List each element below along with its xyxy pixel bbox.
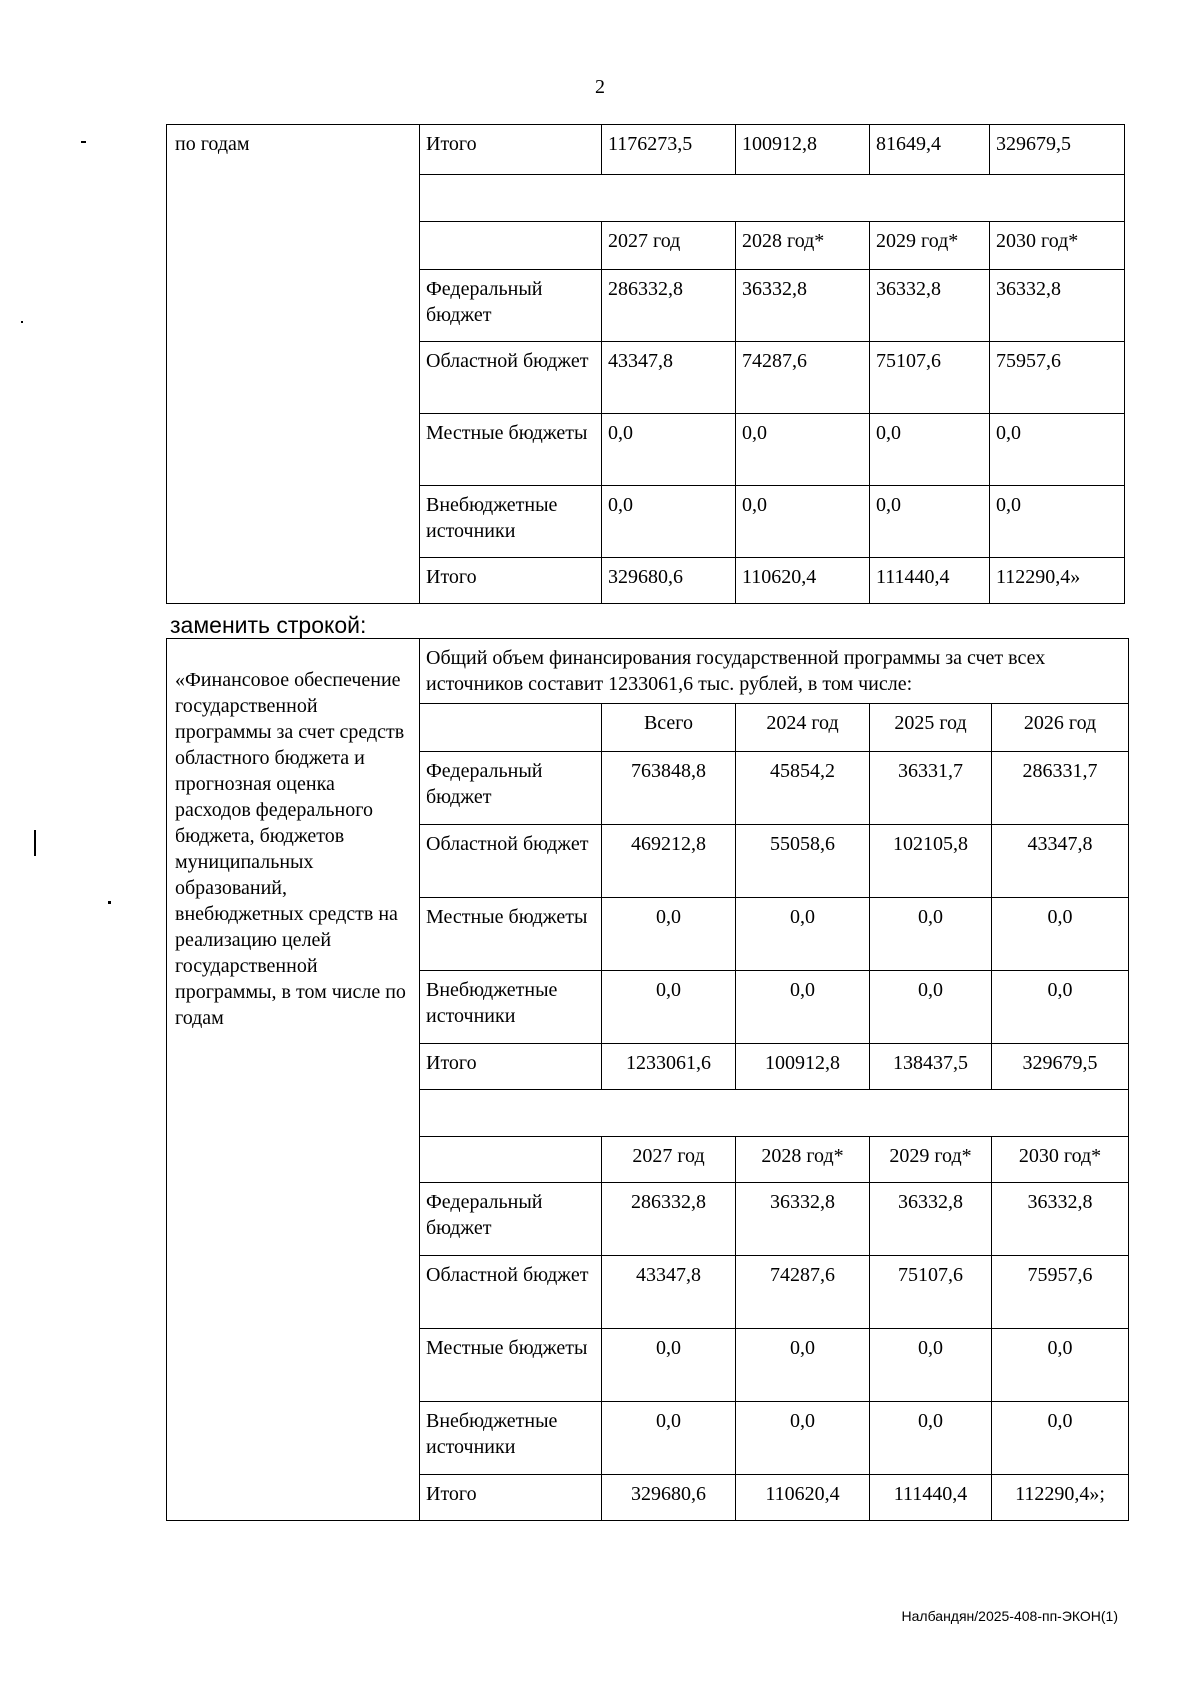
replace-instruction: заменить строкой: xyxy=(170,612,367,638)
cell-value: 329680,6 xyxy=(602,558,736,604)
col-header: 2025 год xyxy=(870,704,992,752)
row-label: Федеральный бюджет xyxy=(420,270,602,342)
cell-value: 329679,5 xyxy=(992,1044,1129,1090)
cell-value: 0,0 xyxy=(602,971,736,1044)
col-header: 2028 год* xyxy=(736,1137,870,1183)
row-label: Областной бюджет xyxy=(420,825,602,898)
cell-value: 0,0 xyxy=(736,414,870,486)
cell-value: 75107,6 xyxy=(870,342,990,414)
cell-value: 0,0 xyxy=(736,971,870,1044)
scan-speck xyxy=(21,321,23,323)
spacer-row xyxy=(420,1090,1129,1137)
cell-value: 0,0 xyxy=(992,898,1129,971)
cell-value: 0,0 xyxy=(736,898,870,971)
cell-value: 36332,8 xyxy=(992,1183,1129,1256)
top-itogo-value: 100912,8 xyxy=(736,125,870,175)
spacer-row xyxy=(420,175,1125,222)
cell-value: 75957,6 xyxy=(992,1256,1129,1329)
cell-value: 0,0 xyxy=(602,1329,736,1402)
cell-value: 0,0 xyxy=(870,898,992,971)
cell-value: 0,0 xyxy=(736,1329,870,1402)
cell-value: 329680,6 xyxy=(602,1475,736,1521)
row-label: Местные бюджеты xyxy=(420,898,602,971)
year-header: 2028 год* xyxy=(736,222,870,270)
cell-value: 36332,8 xyxy=(990,270,1125,342)
top-left-cell: по годам xyxy=(167,125,420,604)
cell-value: 286332,8 xyxy=(602,270,736,342)
cell-value: 36331,7 xyxy=(870,752,992,825)
total-financing-intro: Общий объем финансирования государственной программы за счет всех источников составит 1233061,6 тыс. рублей, в том числе: xyxy=(420,639,1129,704)
bottom-funding-table xyxy=(166,638,1129,1521)
cell-value: 0,0 xyxy=(602,1402,736,1475)
top-itogo-label: Итого xyxy=(420,125,602,175)
header-blank xyxy=(420,1137,602,1183)
scan-speck xyxy=(108,901,111,904)
cell-value: 0,0 xyxy=(992,971,1129,1044)
cell-value: 74287,6 xyxy=(736,342,870,414)
cell-value: 43347,8 xyxy=(602,1256,736,1329)
cell-value: 112290,4»; xyxy=(992,1475,1129,1521)
cell-value: 0,0 xyxy=(602,898,736,971)
year-header: 2027 год xyxy=(602,222,736,270)
cell-value: 36332,8 xyxy=(736,270,870,342)
cell-value: 36332,8 xyxy=(870,270,990,342)
cell-value: 45854,2 xyxy=(736,752,870,825)
cell-value: 0,0 xyxy=(736,1402,870,1475)
cell-value: 0,0 xyxy=(870,1402,992,1475)
cell-value: 286331,7 xyxy=(992,752,1129,825)
cell-value: 111440,4 xyxy=(870,558,990,604)
row-label: Федеральный бюджет xyxy=(420,752,602,825)
top-itogo-value: 329679,5 xyxy=(990,125,1125,175)
cell-value: 0,0 xyxy=(990,486,1125,558)
cell-value: 763848,8 xyxy=(602,752,736,825)
row-label: Внебюджетные источники xyxy=(420,971,602,1044)
cell-value: 36332,8 xyxy=(736,1183,870,1256)
cell-value: 0,0 xyxy=(870,486,990,558)
cell-value: 36332,8 xyxy=(870,1183,992,1256)
top-itogo-value: 1176273,5 xyxy=(602,125,736,175)
scan-speck xyxy=(81,141,86,143)
cell-value: 0,0 xyxy=(602,486,736,558)
document-footer-code: Налбандян/2025-408-пп-ЭКОН(1) xyxy=(901,1608,1118,1624)
cell-value: 110620,4 xyxy=(736,1475,870,1521)
cell-value: 102105,8 xyxy=(870,825,992,898)
col-header: 2027 год xyxy=(602,1137,736,1183)
cell-value: 0,0 xyxy=(992,1329,1129,1402)
scan-speck xyxy=(34,830,36,856)
cell-value: 138437,5 xyxy=(870,1044,992,1090)
cell-value: 74287,6 xyxy=(736,1256,870,1329)
header-blank xyxy=(420,704,602,752)
row-label: Местные бюджеты xyxy=(420,414,602,486)
cell-value: 0,0 xyxy=(736,486,870,558)
cell-value: 110620,4 xyxy=(736,558,870,604)
year-header: 2030 год* xyxy=(990,222,1125,270)
cell-value: 0,0 xyxy=(992,1402,1129,1475)
cell-value: 0,0 xyxy=(602,414,736,486)
cell-value: 0,0 xyxy=(990,414,1125,486)
row-label: Областной бюджет xyxy=(420,1256,602,1329)
row-label: Федеральный бюджет xyxy=(420,1183,602,1256)
top-funding-table xyxy=(166,124,1125,604)
col-header: 2026 год xyxy=(992,704,1129,752)
cell-value: 75107,6 xyxy=(870,1256,992,1329)
top-itogo-value: 81649,4 xyxy=(870,125,990,175)
cell-value: 75957,6 xyxy=(990,342,1125,414)
cell-value: 0,0 xyxy=(870,1329,992,1402)
cell-value: 100912,8 xyxy=(736,1044,870,1090)
cell-value: 1233061,6 xyxy=(602,1044,736,1090)
cell-value: 286332,8 xyxy=(602,1183,736,1256)
year-header: 2029 год* xyxy=(870,222,990,270)
cell-value: 55058,6 xyxy=(736,825,870,898)
col-header: 2024 год xyxy=(736,704,870,752)
cell-value: 43347,8 xyxy=(602,342,736,414)
bottom-left-cell: «Финансовое обеспечение государственной программы за счет средств областного бюджета и прогнозная оценка расходов федерального бюджета, бюджетов муниципальных образований, внебюджетных средств на реализацию целей государственной программы, в том числе по годам xyxy=(167,639,420,1521)
row-label: Внебюджетные источники xyxy=(420,486,602,558)
row-label: Местные бюджеты xyxy=(420,1329,602,1402)
page-number: 2 xyxy=(595,76,605,98)
cell-value: 111440,4 xyxy=(870,1475,992,1521)
col-header: 2030 год* xyxy=(992,1137,1129,1183)
col-header: Всего xyxy=(602,704,736,752)
cell-value: 43347,8 xyxy=(992,825,1129,898)
row-label: Итого xyxy=(420,1044,602,1090)
row-label: Внебюджетные источники xyxy=(420,1402,602,1475)
cell-value: 469212,8 xyxy=(602,825,736,898)
row-label: Итого xyxy=(420,1475,602,1521)
cell-value: 0,0 xyxy=(870,971,992,1044)
row-label: Областной бюджет xyxy=(420,342,602,414)
cell-value: 0,0 xyxy=(870,414,990,486)
col-header: 2029 год* xyxy=(870,1137,992,1183)
row-label: Итого xyxy=(420,558,602,604)
cell-value: 112290,4» xyxy=(990,558,1125,604)
year-header-blank xyxy=(420,222,602,270)
